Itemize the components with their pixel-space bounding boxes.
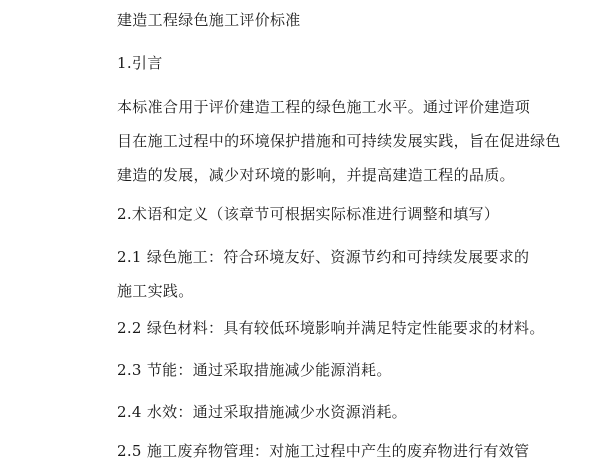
- paragraph-line: 2.1 绿色施工：符合环境友好、资源节约和可持续发展要求的: [117, 248, 530, 266]
- definition-green-materials: 2.2 绿色材料：具有较低环境影响并满足特定性能要求的材料。: [117, 319, 545, 337]
- introduction-paragraph: [117, 90, 561, 192]
- section-heading-terms: 2.术语和定义（该章节可根据实际标准进行调整和填写）: [117, 205, 500, 223]
- definition-green-construction: [117, 240, 530, 308]
- section-heading-introduction: 1.引言: [117, 54, 163, 72]
- definition-energy-saving: 2.3 节能：通过采取措施减少能源消耗。: [117, 361, 392, 379]
- definition-water-efficiency: 2.4 水效：通过采取措施减少水资源消耗。: [117, 403, 407, 421]
- paragraph-line: 建造的发展，减少对环境的影响，并提高建造工程的品质。: [117, 166, 515, 184]
- paragraph-line: 目在施工过程中的环境保护措施和可持续发展实践，旨在促进绿色: [117, 132, 561, 150]
- paragraph-line: 施工实践。: [117, 282, 194, 300]
- definition-waste-management: 2.5 施工废弃物管理：对施工过程中产生的废弃物进行有效管: [117, 442, 530, 460]
- paragraph-line: 本标准合用于评价建造工程的绿色施工水平。通过评价建造项: [117, 98, 531, 116]
- document-title: 建造工程绿色施工评价标准: [117, 11, 301, 29]
